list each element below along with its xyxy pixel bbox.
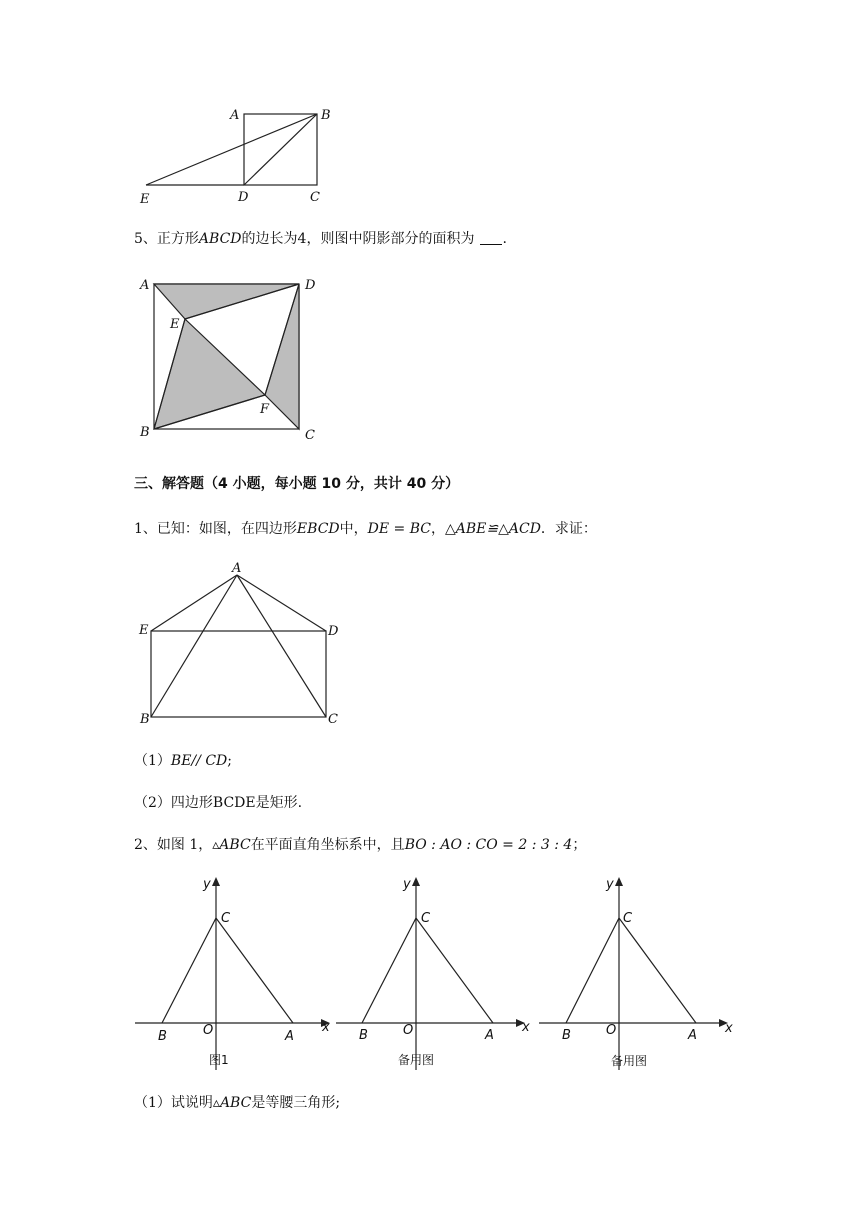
segment-ad (237, 575, 326, 631)
axis-label-y: y (203, 877, 211, 892)
label-b: B (321, 108, 331, 123)
shaded-triangle-aed (154, 284, 299, 319)
triangle-abc (362, 918, 493, 1023)
part-text: 试说明 (170, 1095, 213, 1111)
label-c: C (221, 911, 231, 926)
axis-label-y: y (606, 877, 614, 892)
label-d: D (328, 624, 339, 639)
label-a: A (485, 1028, 494, 1043)
question-end: . (502, 231, 507, 247)
label-a: A (140, 278, 150, 293)
label-f: F (260, 402, 270, 417)
figure-square-extended (130, 100, 350, 210)
figure-caption: 备用图 (611, 1054, 648, 1068)
problem-1-part-2 (134, 793, 302, 813)
figure-coordinate-1-svg (135, 870, 335, 1075)
label-c: C (305, 428, 315, 443)
part-number: （1） (134, 753, 171, 769)
segment-ab (151, 575, 237, 717)
axis-label-x: x (322, 1020, 330, 1035)
label-a: A (285, 1029, 294, 1044)
segment-db (244, 114, 317, 185)
label-c: C (328, 712, 338, 727)
figure-shaded-square (130, 270, 330, 450)
question-text: 正方形 (156, 231, 199, 247)
segment-eb (146, 114, 317, 185)
label-b: B (359, 1028, 368, 1043)
label-a: A (230, 108, 240, 123)
part-number: （2） (134, 795, 171, 811)
figure-caption: 图1 (209, 1053, 229, 1067)
triangle-name: ▵ABC (212, 837, 251, 853)
triangle-abc (162, 918, 293, 1023)
problem-number: 1、 (134, 521, 157, 537)
label-e: E (140, 192, 150, 207)
label-b: B (158, 1029, 167, 1044)
triangle-abc (566, 918, 696, 1023)
axis-label-x: x (725, 1021, 733, 1036)
shape-name: ABCD (198, 231, 242, 247)
equation: DE = BC (367, 521, 431, 537)
label-c: C (623, 911, 633, 926)
problem-text: 在平面直角坐标系中，且 (250, 837, 405, 853)
figure-rectangle-apex (132, 555, 352, 730)
figure-rectangle-apex-svg (132, 555, 352, 730)
label-c: C (310, 190, 320, 205)
figure-coordinate-2 (336, 870, 536, 1075)
question-text: 的边长为4，则图中阴影部分的面积为 (241, 231, 475, 247)
ratio: BO : AO : CO = 2 : 3 : 4 (404, 837, 573, 853)
part-text: BE// CD (170, 753, 228, 769)
problem-2-part-1 (134, 1093, 340, 1113)
problem-number: 2、 (134, 837, 157, 853)
figure-caption: 备用图 (398, 1053, 435, 1067)
quad-name: EBCD (296, 521, 340, 537)
axis-label-x: x (522, 1020, 530, 1035)
problem-text: 中， (339, 521, 368, 537)
label-o: O (203, 1023, 214, 1038)
figure-coordinate-3-svg (539, 870, 739, 1075)
y-axis-arrow (412, 877, 420, 886)
figure-coordinate-3 (539, 870, 739, 1075)
figure-square-extended-svg (130, 100, 350, 210)
label-b: B (562, 1028, 571, 1043)
label-c: C (421, 911, 431, 926)
figure-shaded-square-svg (130, 270, 330, 450)
part-end: ; (227, 753, 232, 769)
part-text: 是等腰三角形; (251, 1095, 341, 1111)
separator: ， (430, 521, 445, 537)
axis-label-y: y (403, 877, 411, 892)
segment-ac (237, 575, 326, 717)
part-number: （1） (134, 1095, 171, 1111)
congruence: △ABE≌△ACD (444, 521, 541, 537)
label-o: O (403, 1023, 414, 1038)
part-text: 四边形BCDE是矩形. (170, 795, 303, 811)
figure-coordinate-1 (135, 870, 335, 1075)
label-d: D (305, 278, 316, 293)
problem-end: ； (572, 837, 587, 853)
triangle-name: ▵ABC (212, 1095, 252, 1111)
label-a: A (688, 1028, 697, 1043)
question-5 (134, 229, 507, 249)
problem-1 (134, 519, 597, 539)
label-b: B (140, 712, 150, 727)
label-e: E (170, 317, 180, 332)
y-axis-arrow (212, 877, 220, 886)
label-o: O (606, 1023, 617, 1038)
problem-2 (134, 835, 586, 855)
problem-1-part-1 (134, 751, 232, 771)
label-a: A (232, 561, 242, 576)
figure-coordinate-2-svg (336, 870, 536, 1075)
problem-text: 如图 1， (156, 837, 213, 853)
answer-blank (480, 230, 502, 245)
y-axis-arrow (615, 877, 623, 886)
problem-text: ．求证： (540, 521, 597, 537)
label-e: E (139, 623, 149, 638)
segment-ae (151, 575, 237, 631)
problem-text: 已知：如图，在四边形 (156, 521, 297, 537)
question-number: 5、 (134, 231, 157, 247)
label-b: B (140, 425, 150, 440)
label-d: D (238, 190, 249, 205)
section-heading: 三、解答题（4 小题，每小题 10 分，共计 40 分） (134, 476, 460, 492)
shaded-triangle-dcf (265, 284, 299, 429)
